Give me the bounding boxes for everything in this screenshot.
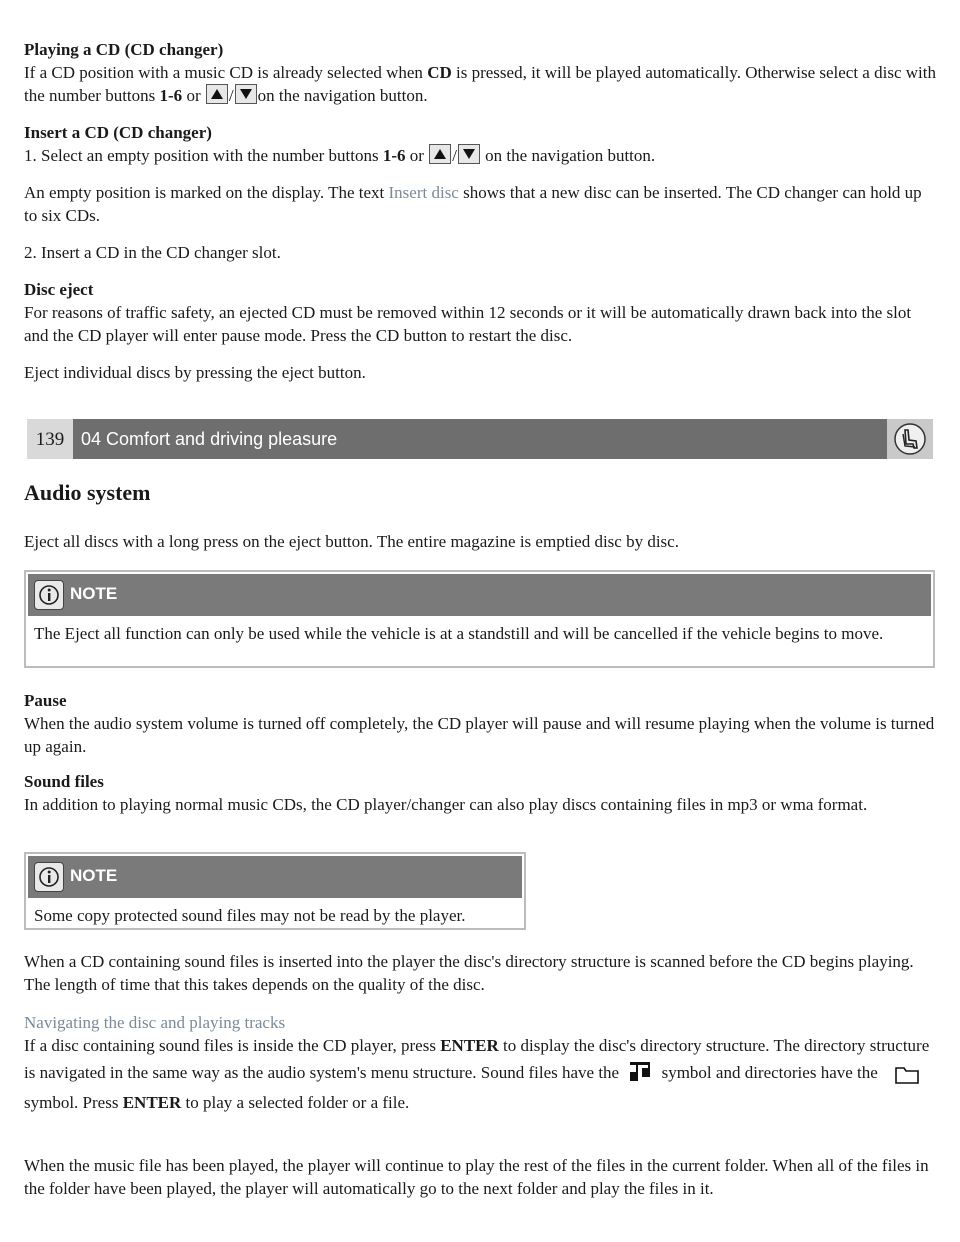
section-header-bar [27, 419, 933, 459]
insert-disc-text: Insert disc [388, 183, 459, 202]
insert-cd-paragraph: Insert a CD (CD changer) 1. Select an empty position with the number buttons 1-6 or / on the navigation button. [24, 123, 656, 165]
disc-eject-title: Disc eject [24, 280, 94, 299]
page-number: 139 [27, 419, 73, 459]
note-label: NOTE [70, 866, 118, 885]
scan-paragraph: When a CD containing sound files is inserted into the player the disc's directory structure is scanned before the CD begins playing. The length of time that this takes depends on the quality of the disc. [24, 952, 914, 994]
page-title: Audio system [24, 480, 151, 505]
arrow-up-icon [429, 144, 451, 164]
empty-position-paragraph: An empty position is marked on the display. The text Insert disc shows that a new disc can be inserted. The CD changer can hold up to six CDs. [24, 183, 922, 225]
sound-files-title: Sound files [24, 772, 104, 791]
insert-cd-title: Insert a CD (CD changer) [24, 123, 212, 142]
pause-title: Pause [24, 691, 67, 710]
navigating-paragraph: Navigating the disc and playing tracks If a disc containing sound files is inside the CD player, press ENTER to display the disc's directory structure. The directory structure is navigated in the same way as the audio system's menu structure. Sound files have the symbol and directories have the symbol. Press ENTER to play a selected folder or a file. [24, 1011, 936, 1114]
note-body: The Eject all function can only be used while the vehicle is at a standstill and will be cancelled if the vehicle begins to move. [34, 624, 884, 643]
top-text [24, 38, 936, 398]
eject-all-paragraph: Eject all discs with a long press on the eject button. The entire magazine is emptied disc by disc. [24, 532, 679, 551]
last-paragraph: When the music file has been played, the player will continue to play the rest of the files in the current folder. When all of the files in the folder have been played, the player will automatically go to the next folder and play the files in it. [24, 1156, 929, 1198]
folder-icon [894, 1063, 920, 1091]
note-header [28, 574, 931, 616]
arrow-down-icon [458, 144, 480, 164]
pause-paragraph: Pause When the audio system volume is turned off completely, the CD player will pause and will resume playing when the volume is turned up again. [24, 691, 935, 756]
arrow-down-icon [235, 84, 257, 104]
note-box-eject [24, 570, 935, 668]
note-box-copy-protected [24, 852, 526, 930]
navigating-title: Navigating the disc and playing tracks [24, 1013, 286, 1032]
seat-icon [887, 419, 933, 459]
info-icon [34, 862, 64, 892]
note-header [28, 856, 522, 898]
arrow-up-icon [206, 84, 228, 104]
note-label: NOTE [70, 584, 118, 603]
section-title: 04 Comfort and driving pleasure [81, 428, 338, 449]
playing-cd-paragraph: Playing a CD (CD changer) If a CD position with a music CD is already selected when CD is pressed, it will be played automatically. Otherwise select a disc with the number buttons 1-6 or / on the navigation button. [24, 40, 936, 105]
eject-individual-paragraph: Eject individual discs by pressing the eject button. [24, 363, 366, 382]
insert-step-paragraph: 2. Insert a CD in the CD changer slot. [24, 243, 281, 262]
music-note-icon [627, 1058, 653, 1090]
info-icon [34, 580, 64, 610]
playing-cd-title: Playing a CD (CD changer) [24, 40, 224, 59]
disc-eject-paragraph: Disc eject For reasons of traffic safety, an ejected CD must be removed within 12 seconds or it will be automatically drawn back into the slot and the CD player will enter pause mode. Press the CD button to restart the disc. [24, 280, 912, 345]
note-body: Some copy protected sound files may not be read by the player. [34, 906, 466, 925]
sound-files-paragraph: Sound files In addition to playing normal music CDs, the CD player/changer can also play discs containing files in mp3 or wma format. [24, 772, 868, 814]
